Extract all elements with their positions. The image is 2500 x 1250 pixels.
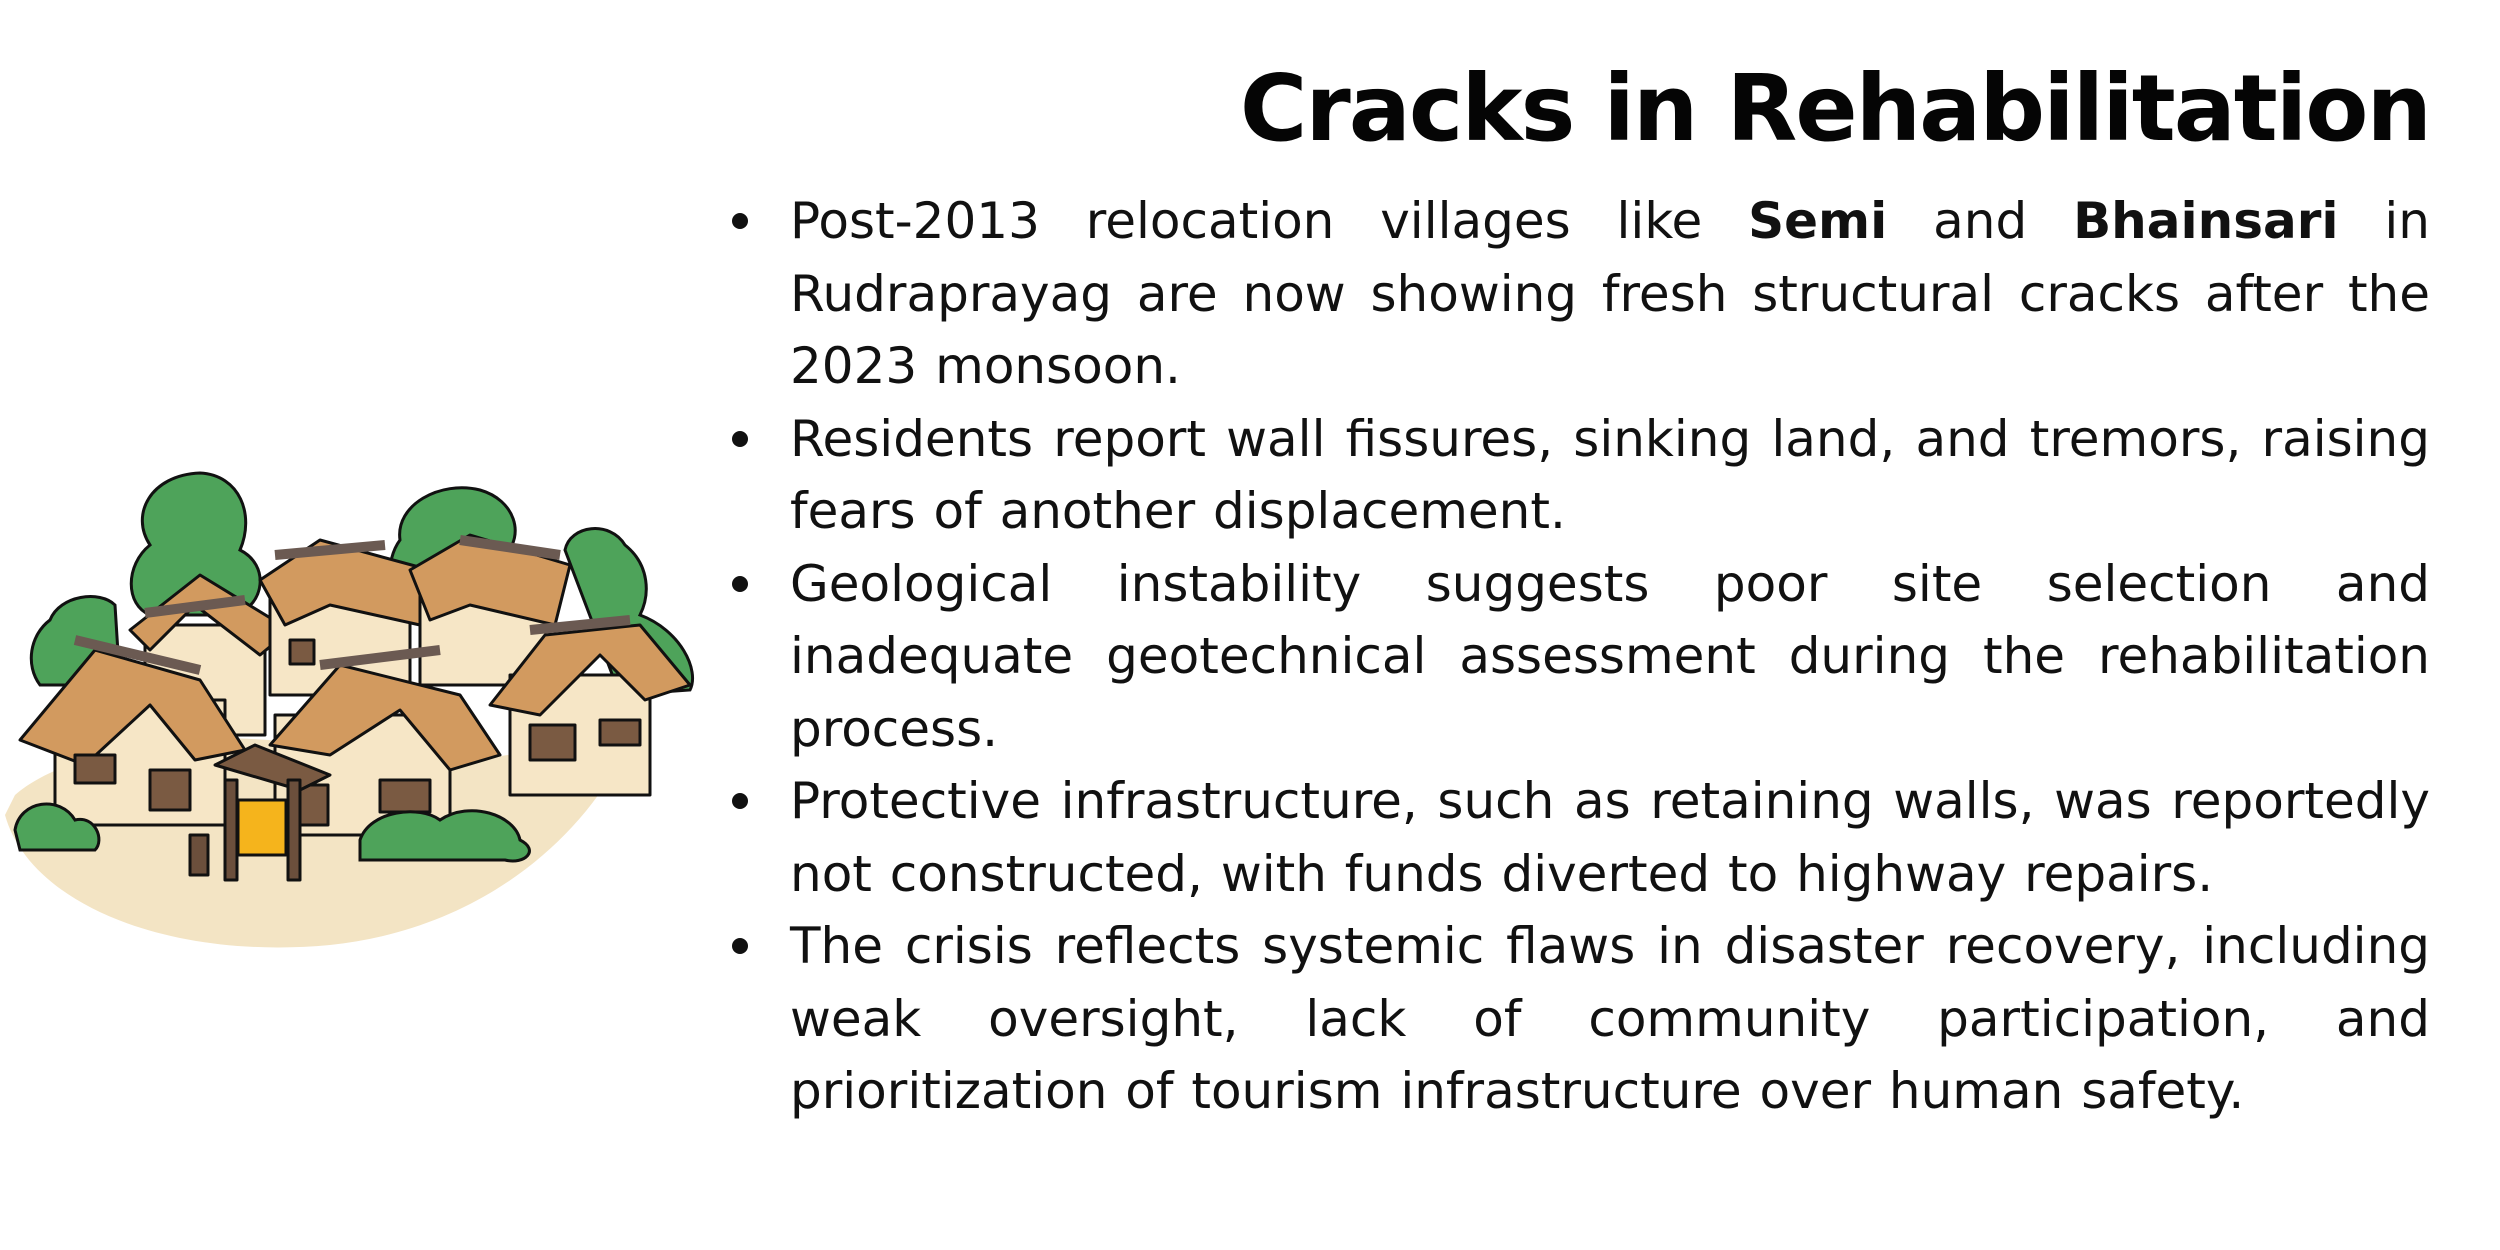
village-name-bhainsari: Bhainsari (2073, 192, 2339, 250)
bullet-text: and (1887, 192, 2074, 250)
page-title: Cracks in Rehabilitation (1239, 55, 2430, 162)
list-item: Residents report wall fissures, sinking land, and tremors, raising fears of another displacement. (720, 403, 2430, 548)
bullet-text: in Rudraprayag are now showing fresh structural cracks after the 2023 monsoon. (790, 192, 2430, 395)
village-houses-icon (0, 455, 700, 955)
list-item (720, 185, 2430, 403)
bullet-list (720, 185, 2430, 1128)
list-item: Protective infrastructure, such as retaining walls, was reportedly not constructed, with funds diverted to highway repairs. (720, 765, 2430, 910)
list-item: Geological instability suggests poor site selection and inadequate geotechnical assessment during the rehabilitation process. (720, 548, 2430, 766)
village-name-semi: Semi (1748, 192, 1888, 250)
list-item: The crisis reflects systemic flaws in disaster recovery, including weak oversight, lack of community participation, and prioritization of tourism infrastructure over human safety. (720, 910, 2430, 1128)
bullet-text: Post-2013 relocation villages like (790, 192, 1749, 250)
